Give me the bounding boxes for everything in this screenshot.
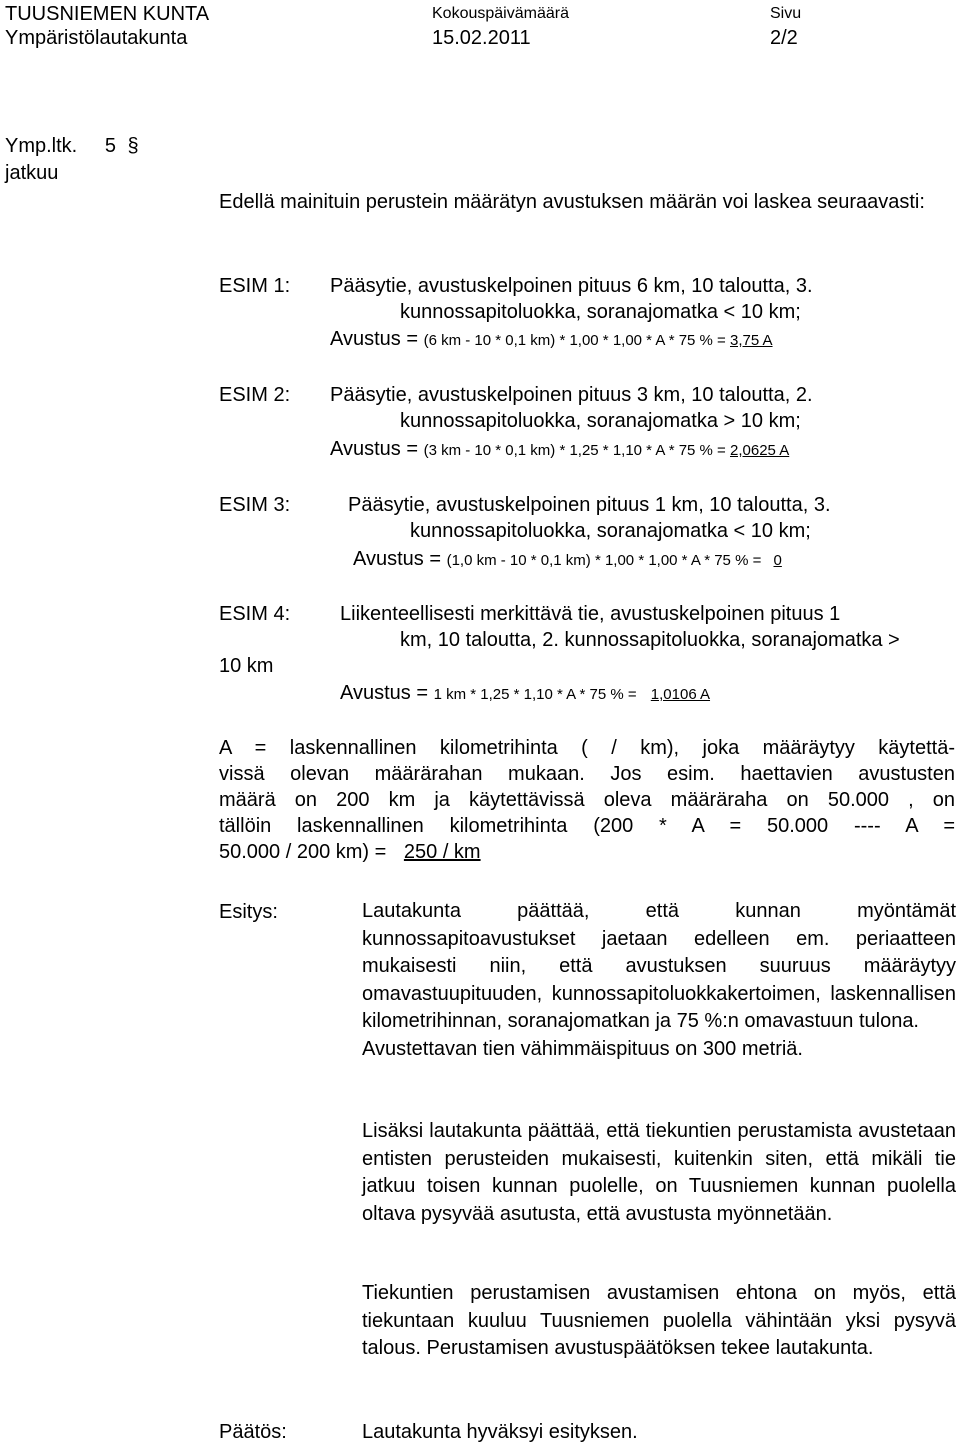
explanation-line: vissä olevan määrärahan mukaan. Jos esim. haettavien avustusten bbox=[219, 763, 955, 785]
example-label: ESIM 1: bbox=[219, 275, 291, 297]
example-line: Pääsytie, avustuskelpoinen pituus 6 km, 10 taloutta, 3. bbox=[330, 275, 813, 297]
explanation-line: A = laskennallinen kilometrihinta ( / km), joka määräytyy käytettä- bbox=[219, 737, 955, 759]
org-name: TUUSNIEMEN KUNTA bbox=[5, 3, 210, 25]
example-line: Liikenteellisesti merkittävä tie, avustuskelpoinen pituus 1 bbox=[340, 603, 841, 625]
example-formula: Avustus = (3 km - 10 * 0,1 km) * 1,25 * 1,10 * A * 75 % = 2,0625 A bbox=[330, 438, 790, 460]
explanation-line: tällöin laskennallinen kilometrihinta (200 * A = 50.000 ---- A = bbox=[219, 815, 955, 837]
section-symbol: § bbox=[127, 135, 139, 157]
example-formula: Avustus = (1,0 km - 10 * 0,1 km) * 1,00 * 1,00 * A * 75 % = 0 bbox=[353, 546, 794, 574]
explanation-line: määrä on 200 km ja käytettävissä oleva määräraha on 50.000 , on bbox=[219, 789, 955, 811]
example-result: 3,75 A bbox=[730, 332, 773, 349]
explanation-line: 50.000 / 200 km) = 250 / km bbox=[219, 839, 955, 865]
example-line: Pääsytie, avustuskelpoinen pituus 3 km, 10 taloutta, 2. bbox=[330, 384, 813, 406]
example-label: ESIM 2: bbox=[219, 384, 291, 406]
page-number: 2/2 bbox=[770, 27, 798, 49]
proposal-paragraph: Tiekuntien perustamisen avustamisen ehtona on myös, että tiekuntaan kuuluu Tuusniemen puolella vähintään yksi pysyvä talous. Perustamisen avustuspäätöksen tekee lautakunta. bbox=[362, 1282, 956, 1359]
explanation-result: 250 / km bbox=[403, 841, 481, 863]
section-continued: jatkuu bbox=[5, 162, 59, 184]
example-formula: Avustus = 1 km * 1,25 * 1,10 * A * 75 % = 1,0106 A bbox=[340, 680, 722, 708]
decision-label: Päätös: bbox=[219, 1421, 287, 1443]
section-number: 5 bbox=[104, 135, 116, 157]
example-line: km, 10 taloutta, 2. kunnossapitoluokka, soranajomatka > bbox=[400, 629, 900, 651]
example-result: 1,0106 A bbox=[650, 686, 711, 703]
committee-name: Ympäristölautakunta bbox=[5, 27, 188, 49]
proposal-body bbox=[362, 898, 956, 1063]
example-line: Pääsytie, avustuskelpoinen pituus 1 km, 10 taloutta, 3. bbox=[348, 494, 831, 516]
example-line: kunnossapitoluokka, soranajomatka < 10 km; bbox=[400, 301, 801, 323]
proposal-label: Esitys: bbox=[219, 901, 278, 923]
section-ref bbox=[5, 133, 139, 159]
example-result: 2,0625 A bbox=[730, 442, 790, 459]
meeting-date: 15.02.2011 bbox=[432, 27, 531, 49]
intro-text: Edellä mainituin perustein määrätyn avustuksen määrän voi laskea seuraavasti: bbox=[219, 191, 925, 213]
example-formula: Avustus = (6 km - 10 * 0,1 km) * 1,00 * 1,00 * A * 75 % = 3,75 A bbox=[330, 328, 773, 350]
date-label: Kokouspäivämäärä bbox=[432, 5, 569, 22]
example-result: 0 bbox=[773, 552, 782, 569]
section-ref-label: Ymp.ltk. bbox=[5, 135, 78, 157]
proposal-paragraph: Avustettavan tien vähimmäispituus on 300 metriä. bbox=[362, 1037, 803, 1060]
example-line: kunnossapitoluokka, soranajomatka > 10 km; bbox=[400, 410, 801, 432]
decision-text: Lautakunta hyväksyi esityksen. bbox=[362, 1421, 638, 1443]
proposal-paragraph: Lisäksi lautakunta päättää, että tiekuntien perustamista avustetaan entisten perusteiden mukaisesti, kuitenkin siten, että mikäli tie jatkuu toisen kunnan puolelle, on Tuusniemen kunnan puolella oltava pysyvää asutusta, että avustusta myönnetään. bbox=[362, 1120, 956, 1225]
example-line: kunnossapitoluokka, soranajomatka < 10 km; bbox=[410, 520, 811, 542]
example-line: 10 km bbox=[219, 655, 274, 677]
proposal-paragraph: Lautakunta päättää, että kunnan myöntämät kunnossapitoavustukset jaetaan edelleen em. periaatteen mukaisesti niin, että avustuksen suuruus määräytyy omavastuupituuden, kunnossapitoluokkakertoimen, laskennallisen kilometrihinnan, soranajomatkan ja 75 %:n omavastuun tulona. bbox=[362, 900, 956, 1032]
page-label: Sivu bbox=[770, 5, 802, 22]
example-label: ESIM 4: bbox=[219, 603, 291, 625]
explanation-paragraph bbox=[219, 735, 955, 865]
example-label: ESIM 3: bbox=[219, 494, 291, 516]
